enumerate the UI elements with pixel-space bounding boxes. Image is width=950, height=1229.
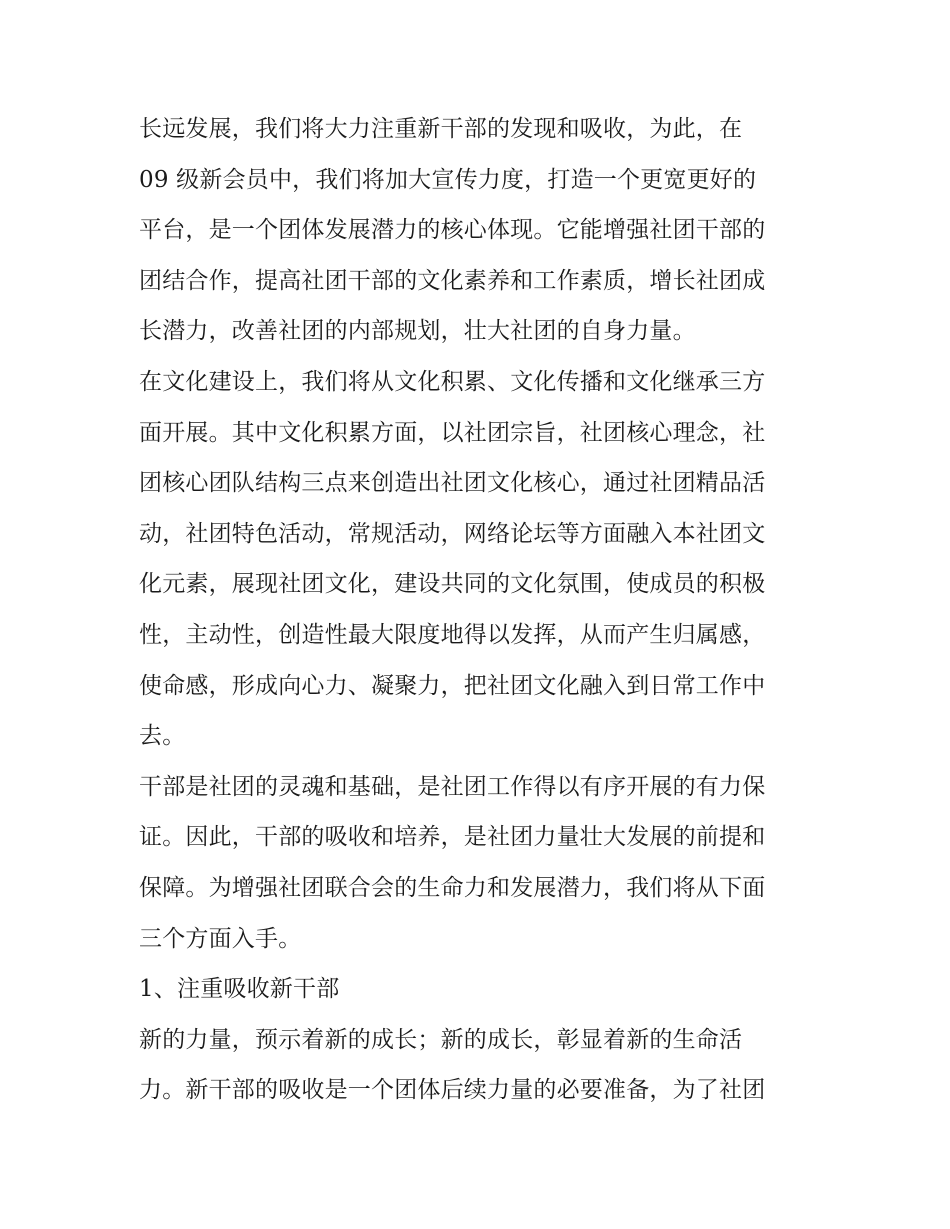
text-line: 团核心团队结构三点来创造出社团文化核心，通过社团精品活 [139, 470, 766, 497]
text-line: 09 级新会员中，我们将加大宣传力度，打造一个更宽更好的 [139, 166, 757, 193]
body-text [139, 104, 819, 1116]
text-line: 证。因此，干部的吸收和培养，是社团力量壮大发展的前提和 [139, 824, 766, 851]
text-line: 团结合作，提高社团干部的文化素养和工作素质，增长社团成 [139, 267, 766, 294]
text-line: 三个方面入手。 [139, 925, 302, 952]
text-line: 化元素，展现社团文化，建设共同的文化氛围，使成员的积极 [139, 571, 766, 598]
text-line: 保障。为增强社团联合会的生命力和发展潜力，我们将从下面 [139, 874, 766, 901]
text-line: 力。新干部的吸收是一个团体后续力量的必要准备，为了社团 [139, 1077, 766, 1104]
text-line: 面开展。其中文化积累方面，以社团宗旨，社团核心理念，社 [139, 419, 766, 446]
text-line: 新的力量，预示着新的成长；新的成长，彰显着新的生命活 [139, 1026, 743, 1053]
text-line: 长远发展，我们将大力注重新干部的发现和吸收，为此，在 [139, 116, 743, 142]
text-line: 干部是社团的灵魂和基础，是社团工作得以有序开展的有力保 [139, 773, 766, 800]
text-line: 平台，是一个团体发展潜力的核心体现。它能增强社团干部的 [139, 217, 766, 244]
text-line: 使命感，形成向心力、凝聚力，把社团文化融入到日常工作中 [139, 672, 766, 699]
text-line: 去。 [139, 723, 186, 750]
text-line: 长潜力，改善社团的内部规划，壮大社团的自身力量。 [139, 318, 696, 345]
text-line: 性，主动性，创造性最大限度地得以发挥，从而产生归属感， [139, 621, 766, 648]
text-line: 动，社团特色活动，常规活动，网络论坛等方面融入本社团文 [139, 520, 766, 547]
text-line: 在文化建设上，我们将从文化积累、文化传播和文化继承三方 [139, 368, 766, 395]
section-heading: 1、注重吸收新干部 [139, 976, 340, 1003]
